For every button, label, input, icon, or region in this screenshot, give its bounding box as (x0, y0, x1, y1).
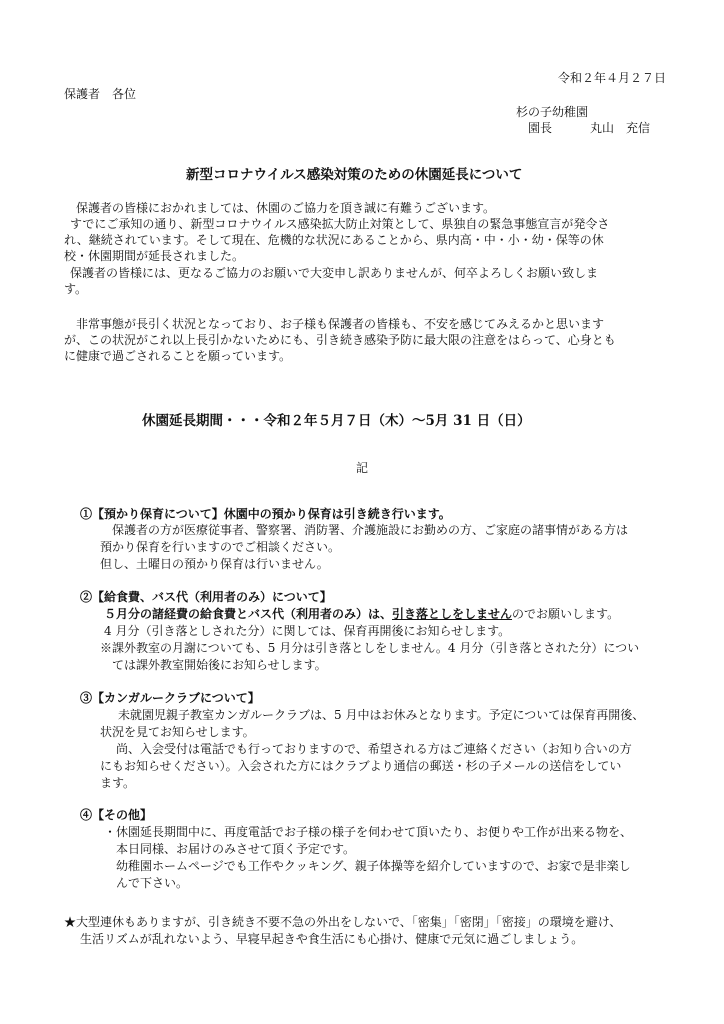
item-1-line: 保護者の方が医療従事者、警察署、消防署、介護施設にお勤めの方、ご家庭の諸事情がある方は (112, 523, 629, 537)
message-line: が、この状況がこれ以上長引かないためにも、引き続き感染予防に最大限の注意をはらって、心身とも (64, 333, 616, 347)
item-3-line: ます。 (100, 776, 136, 790)
item-3-line: 状況を見てお知らせします。 (100, 725, 255, 739)
document-title: 新型コロナウイルス感染対策のための休園延長について (186, 167, 523, 183)
message-line: に健康で過ごされることを願っています。 (64, 349, 292, 363)
item-3-line: 尚、入会受付は電話でも行っておりますので、希望される方はご連絡ください（お知り合いの方 (116, 742, 632, 756)
item-2-line: ては課外教室開始後にお知らせします。 (112, 658, 327, 672)
item-2-notice-underlined: 引き落としをしません (392, 607, 513, 621)
intro-line: れ、継続されています。そして現在、危機的な状況にあることから、県内高・中・小・幼・保等の休 (64, 233, 604, 247)
item-1-line: 但し、土曜日の預かり保育は行いません。 (100, 557, 329, 571)
intro-line: 保護者の皆様には、更なるご協力のお願いで大変申し訳ありませんが、何卒よろしくお願い致しま (70, 266, 599, 280)
item-2-line: ※課外教室の月謝についても、5 月分は引き落としをしません。4 月分（引き落とされた分）につい (100, 641, 640, 655)
item-4-line: ・休園延長期間中に、再度電話でお子様の様子を伺わせて頂いたり、お便りや工作が出来る物を、 (104, 825, 633, 839)
intro-line: 保護者の皆様におかれましては、休園のご協力を頂き誠に有難うございます。 (76, 201, 496, 215)
intro-line: すでにご承知の通り、新型コロナウイルス感染拡大防止対策として、県独自の緊急事態宣言が発令さ (70, 217, 610, 231)
item-1-heading: ①【預かり保育について】休園中の預かり保育は引き続き行います。 (80, 507, 451, 521)
item-2-notice-tail: のでお願いします。 (512, 607, 620, 621)
item-2-notice (104, 606, 619, 622)
message-line: 非常事態が長引く状況となっており、お子様も保護者の皆様も、不安を感じてみえるかと思います (76, 317, 605, 331)
principal-title: 園長 (528, 121, 553, 135)
closure-period: 休園延長期間・・・令和２年５月７日（木）～5月 31 日（日） (142, 413, 531, 429)
item-4-line: 幼稚園ホームページでも工作やクッキング、親子体操等を紹介していますので、お家で是非楽し (116, 859, 631, 873)
principal-signature (528, 120, 650, 136)
item-3-line: にもお知らせください）。入会された方にはクラブより通信の郵送・杉の子メールの送信をしてい (100, 759, 622, 773)
principal-name: 丸山 充信 (590, 121, 651, 135)
footer-line: ★大型連休もありますが、引き続き不要不急の外出をしないで、「密集」「密閉」「密接」の環境を避け、 (64, 915, 622, 929)
intro-line: 校・休園期間が延長されました。 (64, 249, 245, 263)
item-1-line: 預かり保育を行いますのでご相談ください。 (100, 540, 341, 554)
document-date: 令和２年４月２７日 (557, 71, 666, 85)
item-4-line: 本日同様、お届けのみさせて頂く予定です。 (116, 842, 356, 856)
item-2-heading: ②【給食費、バス代（利用者のみ）について】 (80, 590, 332, 604)
intro-line: す。 (64, 282, 88, 296)
item-2-notice-bold: ５月分の諸経費の給食費とバス代（利用者のみ）は、 (104, 607, 393, 621)
recipient: 保護者 各位 (64, 87, 137, 101)
ki-notation: 記 (356, 461, 369, 475)
item-3-heading: ③【カンガルークラブについて】 (80, 691, 260, 705)
item-4-line: んで下さい。 (116, 876, 189, 890)
item-4-heading: ④【その他】 (80, 808, 153, 822)
footer-line: 生活リズムが乱れないよう、早寝早起きや食生活にも心掛け、健康で元気に過ごしましょう。 (80, 932, 584, 946)
item-2-line: 4 月分（引き落としされた分）に関しては、保育再開後にお知らせします。 (104, 624, 511, 638)
kindergarten-name: 杉の子幼稚園 (516, 105, 589, 119)
item-3-line: 未就園児親子教室カンガルークラブは、5 月中はお休みとなります。予定については保育再開後、 (118, 708, 645, 722)
